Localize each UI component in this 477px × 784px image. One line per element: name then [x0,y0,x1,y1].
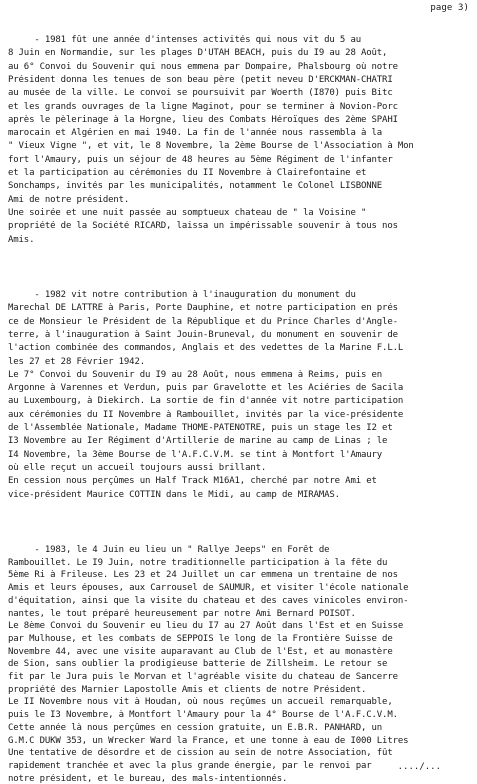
text-line: 5ème Ri à Frileuse. Les 23 et 24 Juillet un car emmena un trentaine de nos [8,570,398,581]
text-line: Cette année là nous perçûmes en cession gratuite, un E.B.R. PANHARD, un [8,722,383,733]
text-line: Amis. [8,234,35,245]
text-line: puis le I3 Novembre, à Montfort l'Amaury pour la 4° Bourse de l'A.F.C.V.M. [8,710,398,721]
text-line: Marechal DE LATTRE à Paris, Porte Dauphine, et notre participation en prés [8,303,398,314]
text-line: notre président, et le bureau, des mals-intentionnés. [8,773,288,784]
text-line: Le 8ème Convoi du Souvenir eu lieu du I7 au 27 Août dans l'Est et en Suisse [8,621,404,632]
text-line: Sonchamps, invités par les municipalités, notamment le Colonel LISBONNE [8,181,383,192]
text-line: rapidement tranchée et avec la plus grande énergie, par le renvoi par [8,760,372,771]
text-line: de Sion, sans oublier la prodigieuse batterie de Zillsheim. Le retour se [8,659,388,670]
text-line: I4 Novembre, la 3ème Bourse de l'A.F.C.V.M. se tint à Montfort l'Amaury [8,449,383,460]
text-line: et les grands ouvrages de la ligne Maginot, pour se terminer à Novion-Porc [8,101,398,112]
text-line: fort l'Amaury, puis un séjour de 48 heures au 5ème Régiment de l'infanter [8,154,393,165]
text-line: marocain et Algérien en mai 1940. La fin de l'année nous rassembla à la [8,128,383,139]
text-line: fit par le Jura puis le Morvan et l'agréable visite du chateau de Sancerre [8,672,398,682]
text-line: Amis et leurs épouses, aux Carrousel de SAUMUR, et visiter l'école nationale [8,583,409,594]
text-line: aux cérémonies du II Novembre à Rambouillet, invités par la vice-présidente [8,409,404,420]
text-line: de l'Assemblée Nationale, Madame THOME-PATENOTRE, puis un stage les I2 et [8,423,393,433]
text-line: Une tentative de désordre et de cission au sein de notre Association, fût [8,748,393,759]
text-line: - 1981 fût une année d'intenses activités qui nous vit du 5 au [8,35,361,45]
text-line: Argonne à Varennes et Verdun, puis par Gravelotte et les Aciéries de Sacila [8,383,404,394]
text-line: Président donna les tenues de son beau père (petit neveu D'ERCKMAN-CHATRI [8,74,393,85]
text-line: où elle reçut un accueil toujours aussi brillant. [8,462,267,473]
text-line: propriété de la Société RICARD, laissa un impérissable souvenir à tous nos [8,221,398,232]
text-line: vice-président Maurice COTTIN dans le Midi, au camp de MIRAMAS. [8,489,340,500]
text-line: En cession nous perçûmes un Half Track M16A1, cherché par notre Ami et [8,476,377,487]
text-line: au Luxembourg, à Diekirch. La sortie de fin d'année vit notre participation [8,396,404,407]
text-line: au musée de la ville. Le convoi se poursuivit par Woerth (I870) puis Bitc [8,88,393,99]
text-line: l'action combinée des commandos, Anglais et des vedettes de la Marine F.L.L [8,343,404,354]
page-number: page 3) [430,3,469,13]
text-line: d'équitation, ainsi que la visite du chateau et des caves vinicoles environ- [8,595,409,606]
text-line: Rambouillet. Le I9 Juin, notre traditionnelle participation à la fête du [8,557,388,568]
text-line: Le 7° Convoi du Souvenir du I9 au 28 Août, nous emmena à Reims, puis en [8,369,383,380]
text-line: I3 Novembre au Ier Régiment d'Artillerie de marine au camp de Linas ; le [8,436,388,447]
text-line: - 1983, le 4 Juin eu lieu un " Rallye Jeeps" en Forêt de [8,545,330,555]
text-line: nantes, le tout préparé heureusement par notre Ami Bernard POISOT. [8,608,356,619]
text-line: Le II Novembre nous vit à Houdan, où nous reçûmes un accueil remarquable, [8,697,393,708]
text-line: Novembre 44, avec une visite auparavant au Club de l'Est, et au monastère [8,646,393,657]
continuation-mark: ..../... [397,762,441,772]
text-line: au 6° Convoi du Souvenir qui nous emmena par Dompaire, Phalsbourg où notre [8,61,398,72]
text-line: - 1982 vit notre contribution à l'inauguration du monument du [8,290,356,300]
text-line: Une soirée et une nuit passée au somptueux chateau de " la Voisine " [8,207,367,218]
text-line: " Vieux Vigne ", et vit, le 8 Novembre, la 2ème Bourse de l'Association à Mon [8,141,414,152]
text-line: G.M.C DUKW 353, un Wrecker Ward la France, et une tonne à eau de I000 Litres [8,735,409,746]
text-line: les 27 et 28 Février 1942. [8,356,145,367]
text-line: ce de Monsieur le Président de la République et du Prince Charles d'Angle- [8,316,398,327]
text-line: par Mulhouse, et les combats de SEPPOIS le long de la Frontière Suisse de [8,633,393,644]
text-line: et la participation au cérémonies du II Novembre à Clairefontaine et [8,168,367,178]
text-line: Ami de notre président. [8,194,130,205]
text-line: 8 Juin en Normandie, sur les plages D'UTAH BEACH, puis du I9 au 28 Août, [8,48,388,59]
text-line: terre, à l'inauguration à Saint Jouin-Bruneval, du monument en souvenir de [8,329,398,340]
text-line: propriété des Marnier Lapostolle Amis et clients de notre Président. [8,684,367,695]
text-line: après le pèlerinage à la Horgne, lieu des Combats Héroïques des 2ème SPAHI [8,114,398,125]
